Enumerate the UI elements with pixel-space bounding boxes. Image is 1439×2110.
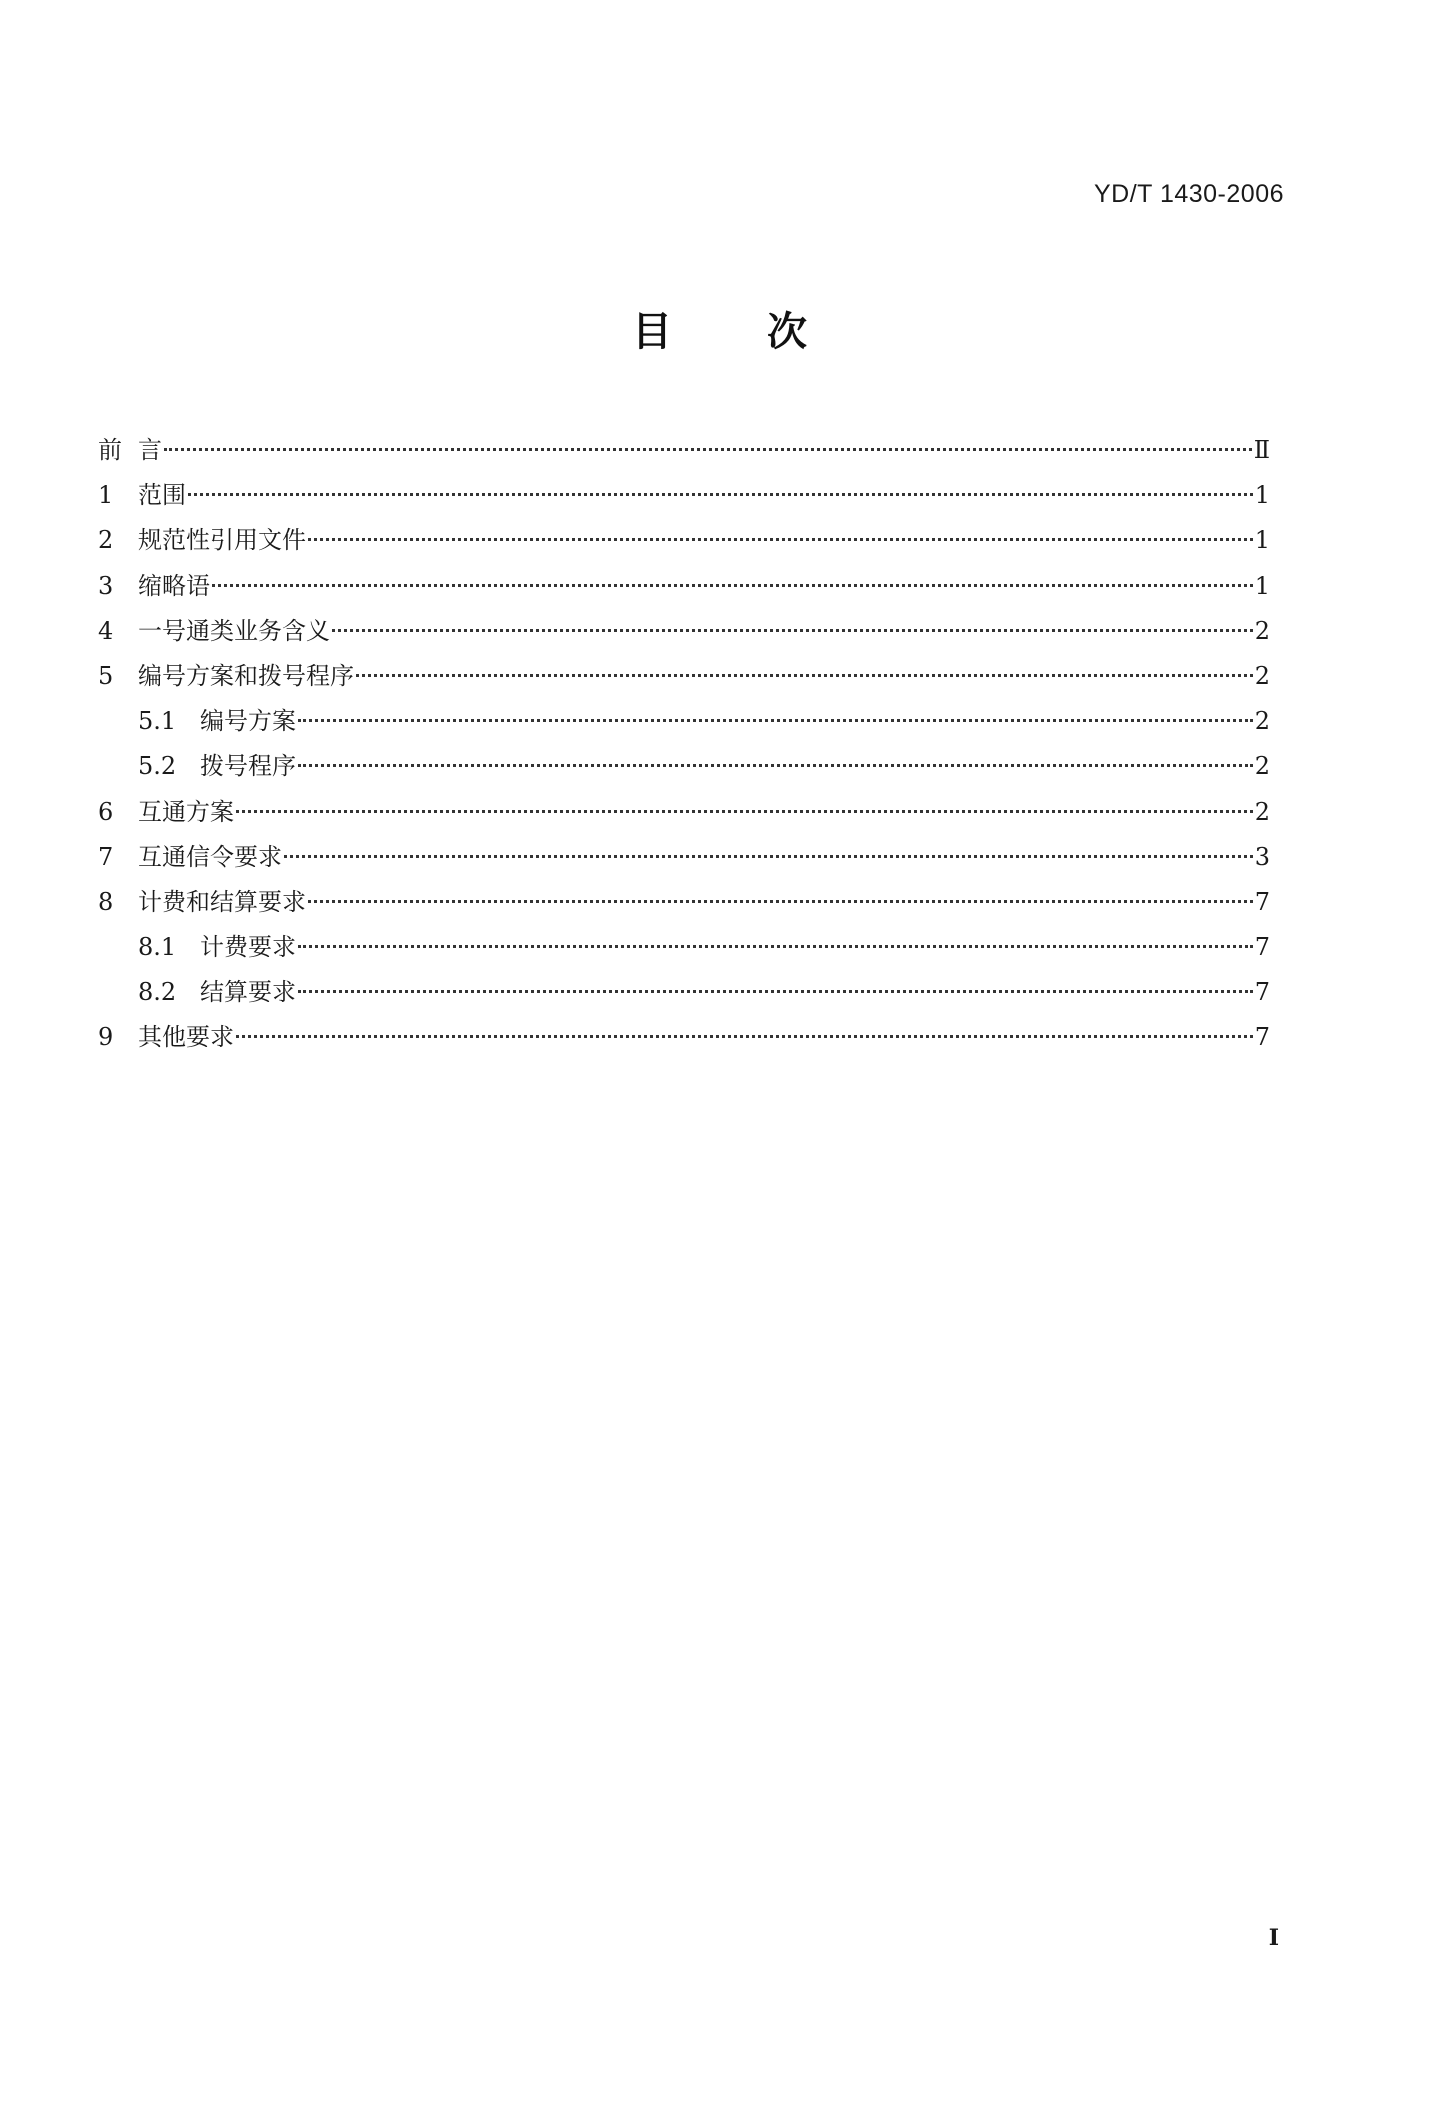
toc-entry-number: 5 xyxy=(98,661,114,690)
toc-entry-number: 4 xyxy=(98,616,114,645)
toc-entry[interactable] xyxy=(98,1015,1270,1060)
toc-entry[interactable] xyxy=(98,564,1270,609)
toc-entry-title: 言 xyxy=(138,436,162,464)
toc-entry[interactable] xyxy=(98,835,1270,880)
toc-entry-page: 7 xyxy=(1254,887,1270,916)
toc-entry-title: 互通方案 xyxy=(138,797,234,826)
page-number: I xyxy=(1268,1925,1279,1951)
toc-entry-page: 7 xyxy=(1254,1023,1270,1052)
toc-entry-title: 缩略语 xyxy=(138,571,210,600)
toc-entry-page: 3 xyxy=(1254,842,1270,871)
toc-entry-page: 2 xyxy=(1254,752,1270,781)
toc-entry[interactable] xyxy=(98,428,1270,473)
toc-dot-leader xyxy=(236,1035,1253,1038)
toc-entry-page: 1 xyxy=(1254,571,1270,600)
toc-dot-leader xyxy=(284,855,1253,858)
title-char-2: 次 xyxy=(767,309,807,355)
toc-subentry[interactable] xyxy=(98,925,1270,970)
title-char-1: 目 xyxy=(632,309,672,355)
toc-entry-number: 前 xyxy=(98,436,122,464)
toc-entry-title: 拨号程序 xyxy=(200,752,296,781)
document-code: YD/T 1430-2006 xyxy=(1094,180,1284,208)
toc-entry-page: 2 xyxy=(1254,707,1270,736)
toc-entry-title: 编号方案 xyxy=(200,707,296,736)
toc-entry-number: 6 xyxy=(98,797,114,826)
toc-entry[interactable] xyxy=(98,654,1270,699)
toc-entry-title: 编号方案和拨号程序 xyxy=(138,661,354,690)
toc-subentry[interactable] xyxy=(98,970,1270,1015)
toc-entry-title: 其他要求 xyxy=(138,1023,234,1052)
toc-entry-title: 范围 xyxy=(138,481,186,510)
toc-entry-number: 8.2 xyxy=(138,978,177,1007)
toc-entry-title: 结算要求 xyxy=(200,978,296,1007)
toc-entry[interactable] xyxy=(98,790,1270,835)
toc-dot-leader xyxy=(308,900,1253,903)
toc-entry-page: 1 xyxy=(1254,526,1270,555)
toc-dot-leader xyxy=(188,493,1253,496)
toc-entry-number: 8 xyxy=(98,887,114,916)
toc-entry[interactable] xyxy=(98,518,1270,563)
toc-entry-number: 5.1 xyxy=(138,707,177,736)
toc-entry-number: 5.2 xyxy=(138,752,177,781)
toc-entry[interactable] xyxy=(98,880,1270,925)
toc-entry-page: 2 xyxy=(1254,616,1270,645)
toc-dot-leader xyxy=(308,538,1253,541)
toc-entry-title: 互通信令要求 xyxy=(138,842,282,871)
toc-dot-leader xyxy=(332,629,1253,632)
toc-dot-leader xyxy=(164,448,1252,451)
toc-entry-title: 规范性引用文件 xyxy=(138,526,306,555)
toc-subentry[interactable] xyxy=(98,744,1270,789)
toc-subentry[interactable] xyxy=(98,699,1270,744)
toc-dot-leader xyxy=(298,719,1253,722)
toc-entry-page: 2 xyxy=(1254,797,1270,826)
toc-dot-leader xyxy=(356,674,1253,677)
toc-dot-leader xyxy=(236,810,1253,813)
toc-entry-title: 计费和结算要求 xyxy=(138,887,306,916)
toc-entry-number: 3 xyxy=(98,571,114,600)
toc-entry-number: 1 xyxy=(98,481,114,510)
toc-entry-page: 7 xyxy=(1254,978,1270,1007)
toc-dot-leader xyxy=(298,764,1253,767)
toc-entry[interactable] xyxy=(98,473,1270,518)
toc-entry-title: 一号通类业务含义 xyxy=(138,616,330,645)
toc-entry-page: 7 xyxy=(1254,933,1270,962)
toc-entry[interactable] xyxy=(98,609,1270,654)
toc-entry-number: 9 xyxy=(98,1023,114,1052)
page-title xyxy=(0,300,1439,357)
toc-dot-leader xyxy=(298,990,1253,993)
toc-entry-page: 1 xyxy=(1254,481,1270,510)
toc-entry-number: 2 xyxy=(98,526,114,555)
toc-entry-page: 2 xyxy=(1254,661,1270,690)
toc-dot-leader xyxy=(298,945,1253,948)
toc-entry-number: 8.1 xyxy=(138,933,177,962)
toc-entry-page: Ⅱ xyxy=(1253,436,1270,464)
toc-entry-number: 7 xyxy=(98,842,114,871)
toc-entry-title: 计费要求 xyxy=(200,933,296,962)
table-of-contents xyxy=(98,428,1270,1061)
toc-dot-leader xyxy=(212,584,1253,587)
